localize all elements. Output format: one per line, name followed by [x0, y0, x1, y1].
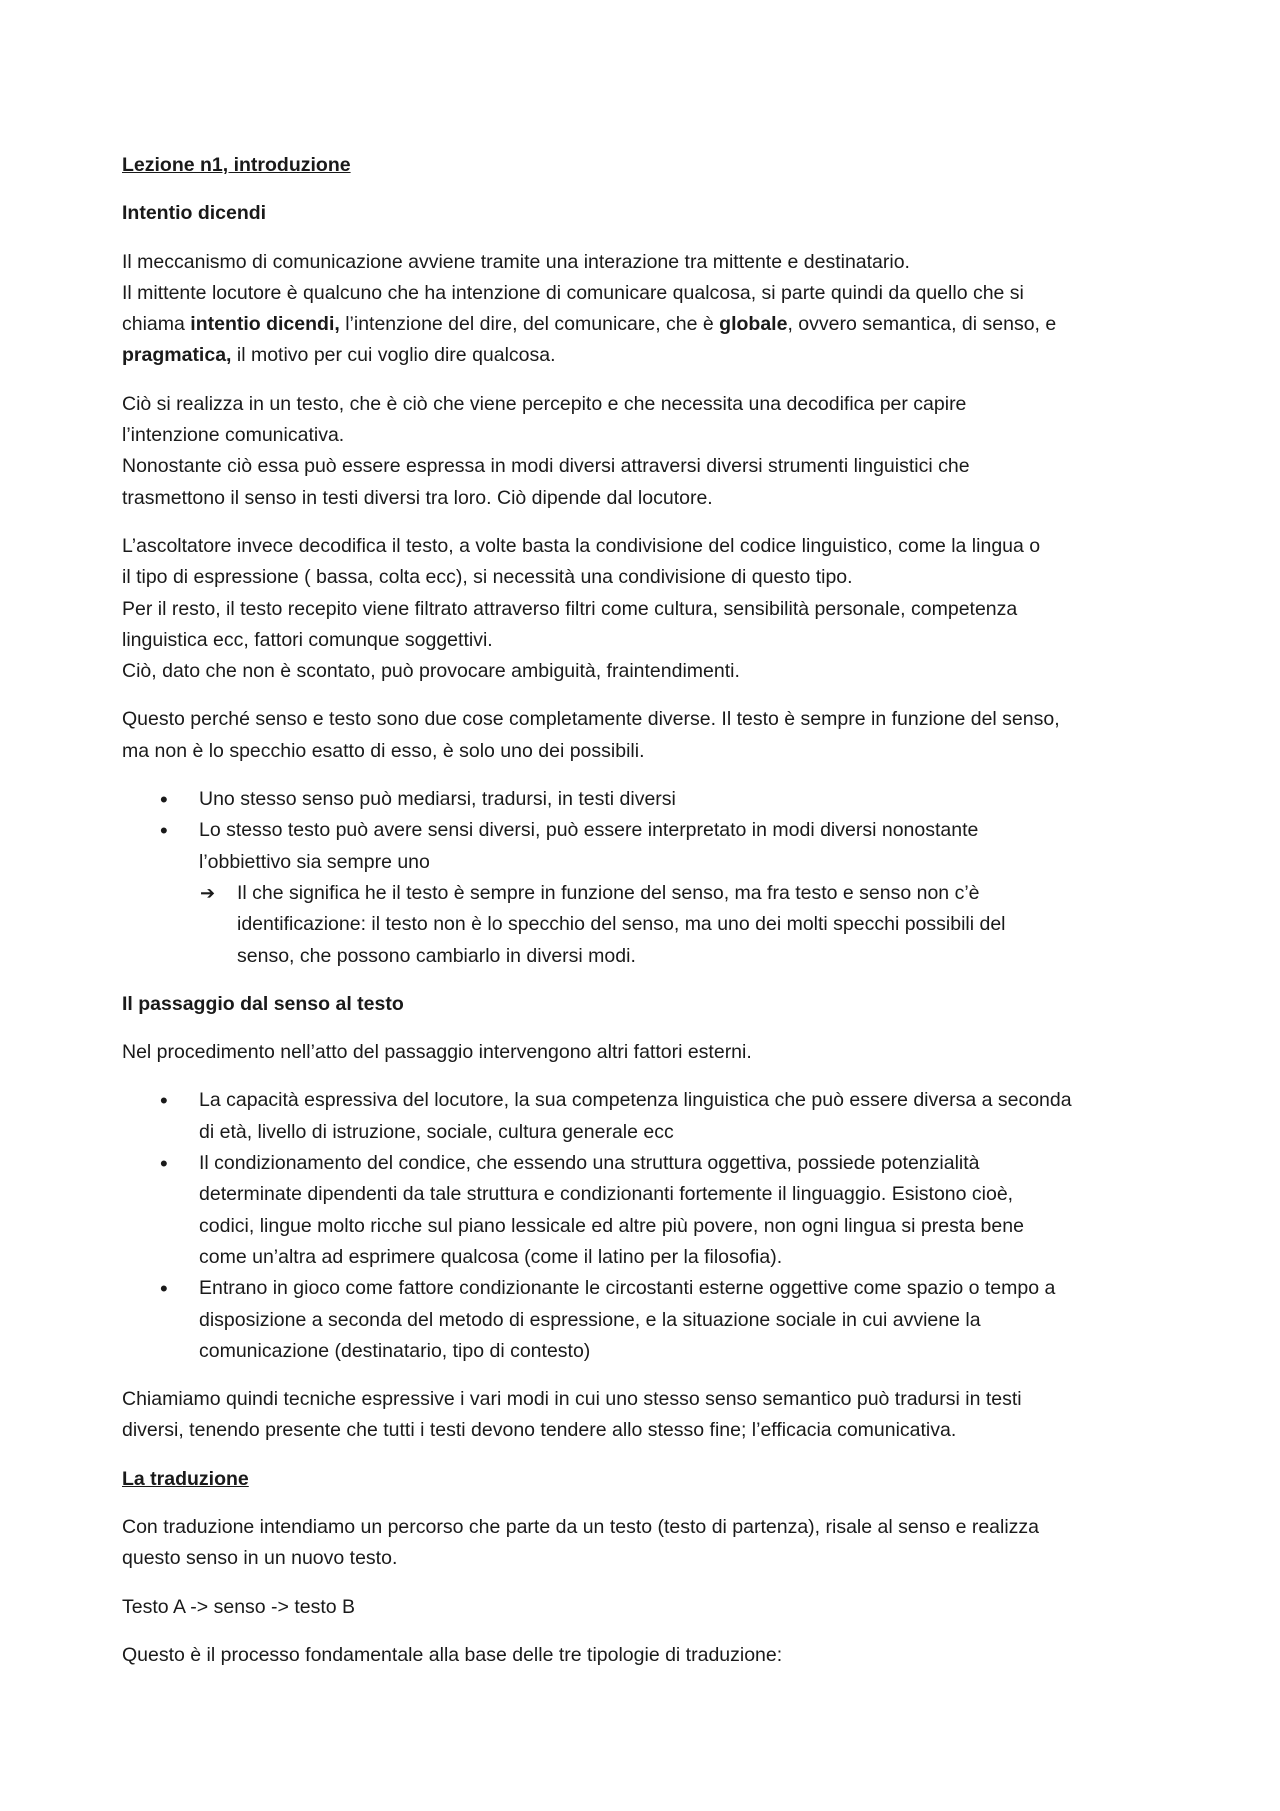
page-title: Lezione n1, introduzione	[122, 154, 351, 176]
text-line	[122, 340, 1172, 371]
paragraph	[122, 389, 1172, 514]
text-line: Questo perché senso e testo sono due cose completamente diverse. Il testo è sempre in funzione del senso,	[122, 708, 1060, 731]
document-page	[122, 150, 1172, 1688]
text-line: Chiamiamo quindi tecniche espressive i vari modi in cui uno stesso senso semantico può tradursi in testi	[122, 1388, 1022, 1411]
text-line: trasmettono il senso in testi diversi tra loro. Ciò dipende dal locutore.	[122, 486, 713, 509]
text-span: , ovvero semantica, di senso, e	[787, 313, 1057, 336]
text-line: senso, che possono cambiarlo in diversi modi.	[237, 944, 636, 967]
paragraph: Questo è il processo fondamentale alla base delle tre tipologie di traduzione:	[122, 1643, 783, 1666]
text-line: determinate dipendenti da tale struttura e condizionanti fortemente il linguaggio. Esistono cioè,	[199, 1183, 1014, 1206]
text-span: il motivo per cui voglio dire qualcosa.	[231, 344, 556, 367]
text-line: codici, lingue molto ricche sul piano lessicale ed altre più povere, non ogni lingua si presta bene	[199, 1214, 1024, 1237]
text-line: l’obbiettivo sia sempre uno	[199, 850, 430, 873]
text-line: Nel procedimento nell’atto del passaggio intervengono altri fattori esterni.	[122, 1041, 752, 1064]
section-heading-passaggio: Il passaggio dal senso al testo	[122, 992, 404, 1015]
text-line: • Entrano in gioco come fattore condizionante le circostanti esterne oggettive come spazio o tempo a	[199, 1277, 1056, 1300]
text-line: linguistica ecc, fattori comunque soggettivi.	[122, 628, 493, 651]
section-heading-traduzione: La traduzione	[122, 1467, 249, 1490]
text-line: Ciò si realizza in un testo, che è ciò che viene percepito e che necessita una decodifica per capire	[122, 392, 967, 415]
text-line: Il mittente locutore è qualcuno che ha intenzione di comunicare qualcosa, si parte quindi da quello che si	[122, 281, 1024, 304]
list-item	[122, 1273, 1172, 1367]
text-line: comunicazione (destinatario, tipo di contesto)	[199, 1339, 591, 1362]
text-line: Per il resto, il testo recepito viene filtrato attraverso filtri come cultura, sensibilità personale, competenza	[122, 597, 1018, 620]
arrow-right-icon: ➔	[200, 882, 216, 903]
paragraph	[122, 1037, 1172, 1068]
formula-line: Testo A -> senso -> testo B	[122, 1595, 356, 1618]
text-line: • Lo stesso testo può avere sensi diversi, può essere interpretato in modi diversi nonostante	[199, 819, 979, 842]
list-item	[122, 1148, 1172, 1273]
text-line: • Uno stesso senso può mediarsi, tradursi, in testi diversi	[199, 788, 676, 811]
text-line: disposizione a seconda del metodo di espressione, e la situazione sociale in cui avviene la	[199, 1308, 981, 1331]
paragraph	[122, 531, 1172, 687]
paragraph	[122, 1384, 1172, 1447]
text-line: questo senso in un nuovo testo.	[122, 1547, 398, 1570]
text-line: di età, livello di istruzione, sociale, cultura generale ecc	[199, 1120, 674, 1143]
list-item	[122, 1085, 1172, 1148]
text-line: diversi, tenendo presente che tutti i testi devono tendere allo stesso fine; l’efficacia comunicativa.	[122, 1419, 957, 1442]
text-line: Nonostante ciò essa può essere espressa in modi diversi attraversi diversi strumenti linguistici che	[122, 455, 970, 478]
paragraph	[122, 247, 1172, 372]
paragraph	[122, 1512, 1172, 1575]
text-span: chiama	[122, 313, 191, 336]
text-line: Il che significa he il testo è sempre in funzione del senso, ma fra testo e senso non c’è	[237, 881, 980, 904]
text-line: Il meccanismo di comunicazione avviene tramite una interazione tra mittente e destinatario.	[122, 250, 910, 273]
text-line: Ciò, dato che non è scontato, può provocare ambiguità, fraintendimenti.	[122, 660, 740, 683]
paragraph	[122, 704, 1172, 767]
section-heading-intentio-dicendi: Intentio dicendi	[122, 202, 267, 225]
text-line: identificazione: il testo non è lo specchio del senso, ma uno dei molti specchi possibili del	[237, 913, 1006, 936]
bold-term: pragmatica,	[122, 344, 232, 367]
text-line: l’intenzione comunicativa.	[122, 424, 345, 447]
text-line: Con traduzione intendiamo un percorso che parte da un testo (testo di partenza), risale al senso e realizza	[122, 1515, 1040, 1538]
text-line: • Il condizionamento del condice, che essendo una struttura oggettiva, possiede potenzialità	[199, 1152, 980, 1175]
text-span: l’intenzione del dire, del comunicare, che è	[339, 313, 720, 336]
text-line: come un’altra ad esprimere qualcosa (come il latino per la filosofia).	[199, 1245, 783, 1268]
bullet-list	[122, 1085, 1172, 1367]
text-line: il tipo di espressione ( bassa, colta ecc), si necessità una condivisione di questo tipo.	[122, 566, 853, 589]
list-item	[122, 784, 1172, 815]
list-item	[122, 815, 1172, 971]
bullet-list	[122, 784, 1172, 972]
text-line: ma non è lo specchio esatto di esso, è solo uno dei possibili.	[122, 739, 645, 762]
bold-term: globale	[719, 313, 788, 336]
text-line: L’ascoltatore invece decodifica il testo, a volte basta la condivisione del codice linguistico, come la lingua o	[122, 534, 1041, 557]
text-line	[122, 309, 1172, 340]
text-line: • La capacità espressiva del locutore, la sua competenza linguistica che può essere diversa a seconda	[199, 1089, 1072, 1112]
arrow-list-item	[122, 878, 1172, 972]
bold-term: intentio dicendi,	[190, 313, 340, 336]
